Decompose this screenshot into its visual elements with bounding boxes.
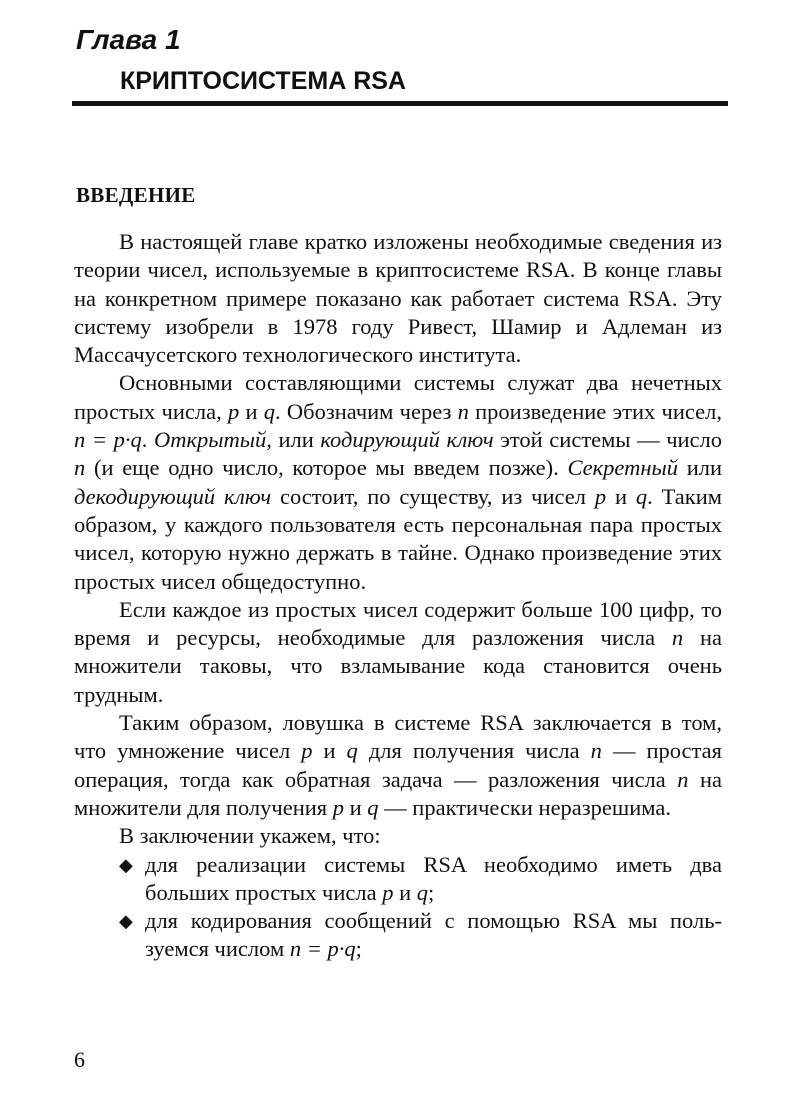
text-run: — практически неразрешима.	[378, 794, 671, 820]
math-variable: q	[416, 879, 429, 905]
section-heading: ВВЕДЕНИЕ	[76, 183, 196, 207]
text-run: .	[141, 427, 154, 453]
math-variable: q	[367, 794, 379, 820]
math-variable: p	[382, 879, 394, 905]
text-run: (и еще одно число, которое мы введем позже).	[85, 455, 568, 481]
text-run: состоит, по существу, из чисел	[271, 483, 595, 509]
text-run: и	[393, 879, 417, 905]
math-variable: n	[590, 738, 602, 764]
text-run: этой системы — число	[493, 427, 723, 453]
diamond-bullet-icon: ◆	[119, 911, 133, 932]
text-run: В настоящей главе кратко изложены необходимые сведения из теории чисел, используемые в криптосистеме RSA. В конце главы на конкретном примере показано как работает система RSA. Эту систему изобрели в 1978 году Ривест, Шамир и Адлеман из Массачусетского технологического института.	[74, 229, 722, 368]
text-run: или	[271, 427, 321, 453]
math-formula: n = p·q	[289, 936, 356, 962]
math-variable: q	[635, 483, 648, 509]
text-run: В заключении укажем, что:	[119, 823, 381, 849]
text-run: произведение этих чисел,	[468, 398, 722, 424]
list-item	[74, 851, 722, 908]
list-item	[74, 907, 722, 964]
math-variable: p	[227, 398, 240, 424]
chapter-title: КРИПТОСИСТЕМА RSA	[120, 67, 406, 95]
math-formula: n = p·q	[74, 427, 142, 453]
text-run: для кодирования сообщений с помощью RSA мы пользуемся числом	[145, 908, 722, 962]
text-run: ;	[428, 879, 435, 905]
text-run: на множители таковы, что взламывание кода становится очень трудным.	[74, 625, 722, 707]
text-run: или	[677, 455, 722, 481]
chapter-label: Глава 1	[76, 24, 181, 55]
page-number: 6	[74, 1047, 85, 1072]
paragraph-3	[74, 596, 722, 709]
math-variable: p	[301, 738, 313, 764]
math-variable: n	[74, 455, 86, 481]
math-variable: q	[263, 398, 275, 424]
text-run: . Обозначим через	[275, 398, 458, 424]
math-variable: p	[332, 794, 344, 820]
math-variable: n	[457, 398, 469, 424]
text-run: ;	[355, 936, 362, 962]
text-body	[74, 228, 722, 964]
text-run: и	[606, 483, 636, 509]
paragraph-5	[74, 822, 722, 850]
text-run: . Таким образом, у каждого пользователя есть персональная пара простых чисел, которую нужно держать в тайне. Однако произведение этих простых чисел общедоступно.	[74, 483, 722, 594]
text-run: Если каждое из простых чисел содержит больше 100 цифр, то время и ресурсы, необходимые для разложения числа	[74, 596, 722, 651]
bullet-list	[74, 851, 722, 964]
math-variable: n	[677, 766, 689, 792]
math-variable: p	[594, 483, 607, 509]
chapter-divider	[72, 101, 728, 106]
term-emphasis: декодирующий ключ	[74, 483, 272, 509]
text-run: на множители для получения	[74, 766, 723, 820]
paragraph-4	[74, 709, 722, 822]
text-run: и	[344, 794, 368, 820]
diamond-bullet-icon: ◆	[119, 854, 133, 875]
term-emphasis: кодирующий ключ	[320, 427, 494, 453]
math-variable: q	[346, 738, 358, 764]
text-run: для реализации системы RSA необходимо иметь два больших простых числа	[145, 851, 722, 905]
text-run: и	[312, 738, 347, 764]
paragraph-1	[74, 228, 722, 369]
text-run: — простая операция, тогда как обратная задача — разложения числа	[74, 738, 722, 792]
text-run: Основными составляющими системы служат два нечетных простых числа,	[74, 370, 722, 424]
text-run: для получения числа	[357, 738, 591, 764]
term-emphasis: Открытый,	[154, 427, 272, 453]
term-emphasis: Секретный	[567, 455, 678, 481]
math-variable: n	[671, 625, 684, 651]
text-run: и	[239, 398, 264, 424]
paragraph-2	[74, 369, 722, 595]
text-run: Таким образом, ловушка в системе RSA заключается в том, что умножение чисел	[74, 710, 722, 764]
